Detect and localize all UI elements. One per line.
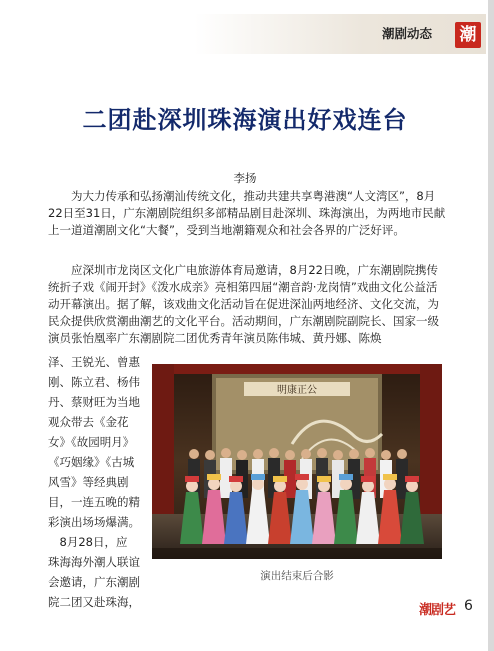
narrow-line: 丹、蔡财旺为当地: [48, 395, 140, 409]
paragraph-2: 应深圳市龙岗区文化广电旅游体育局邀请，8月22日晚，广东潮剧院携传统折子戏《闹开封》《泼水成亲》亮相第四届“潮音韵·龙岗情”戏曲文化公益活动开幕演出。据了解，该戏曲文化活动旨在促进深汕两地经济、文化交流，为民众提供欣赏潮曲潮艺的文化平台。活动期间，广东潮剧院副院长、国家一级演员张怡凰率广东潮剧院二团优秀青年演员陈伟城、黄丹娜、陈焕: [48, 263, 439, 345]
paragraph-1: 为大力传承和弘扬潮汕传统文化，推动共建共享粤港澳“人文湾区”，8月22日至31日，广东潮剧院组织多部精品剧目赴深圳、珠海演出，为两地市民献上一道道潮剧文化“大餐”，受到当地潮籍观众和社会各界的广泛好评。: [48, 189, 446, 237]
group-photo: [152, 364, 442, 559]
page-number: 6: [464, 598, 473, 614]
narrow-line: 院二团又赴珠海，: [48, 595, 140, 609]
narrow-line: 观众带去《金花: [48, 415, 129, 429]
article-author: 李扬: [233, 171, 257, 185]
narrow-line: 《巧姻缘》《古城: [48, 455, 135, 469]
narrow-line: 目，一连五晚的精: [48, 495, 140, 509]
narrow-line: 风雪》等经典剧: [48, 475, 129, 489]
costumed-performers: [180, 474, 424, 544]
narrow-line: 8月28日，应: [48, 535, 128, 549]
narrow-line: 会邀请，广东潮剧: [48, 575, 140, 589]
narrow-line: 刚、陈立君、杨伟: [48, 375, 140, 389]
magazine-logo: 潮剧艺: [419, 603, 456, 618]
article-title: 二团赴深圳珠海演出好戏连台: [82, 106, 408, 134]
page-edge: [488, 0, 494, 651]
narrow-line: 珠海海外潮人联谊: [48, 555, 140, 569]
section-seal-icon: 潮: [455, 22, 481, 48]
photo-caption: 演出结束后合影: [260, 570, 334, 582]
narrow-line: 泽、王锐光、曾惠: [48, 355, 140, 369]
backdrop-plaque-text: 明康正公: [277, 385, 317, 396]
section-label: 潮剧动态: [382, 26, 433, 41]
narrow-line: 彩演出场场爆满。: [48, 515, 140, 529]
narrow-line: 女》《故园明月》: [48, 435, 135, 449]
